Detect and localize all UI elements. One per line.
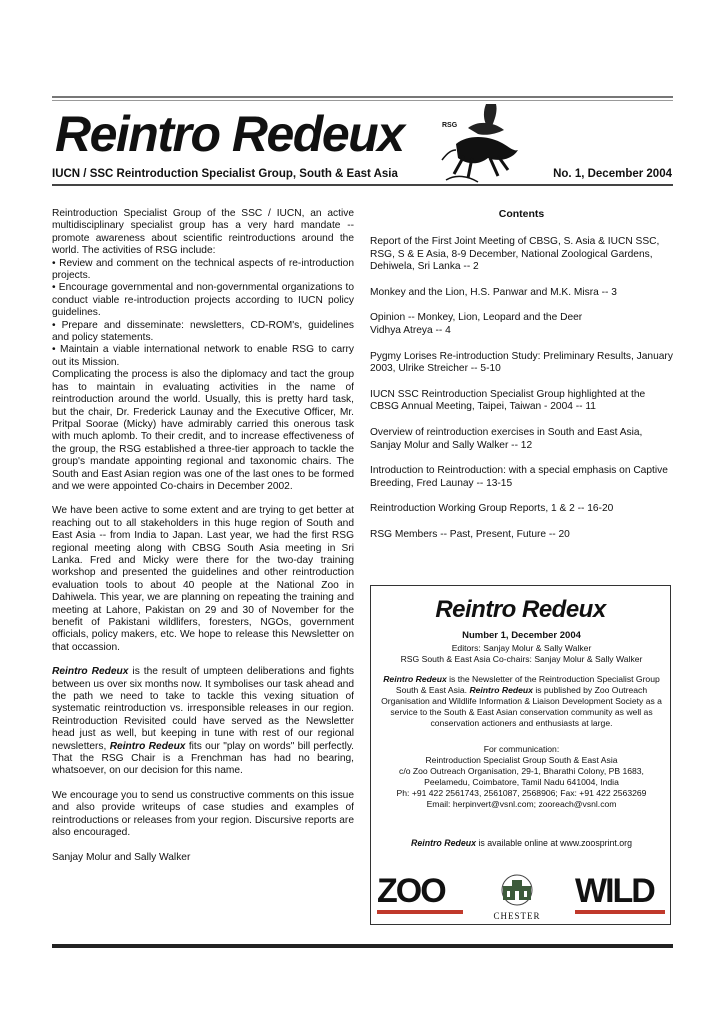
contents-list bbox=[370, 236, 673, 555]
editorial-column bbox=[52, 208, 354, 864]
bottom-rule bbox=[52, 944, 673, 948]
contents-item[interactable]: Overview of reintroduction exercises in South and East Asia, Sanjay Molur and Sally Walker -- 12 bbox=[370, 426, 643, 451]
online-link[interactable]: is available online at www.zoosprint.org bbox=[476, 838, 632, 848]
chester-zoo-logo: CHESTER bbox=[479, 874, 555, 916]
editorial-paragraph: We encourage you to send us constructive comments on this issue and also provide writeups of case studies and examples of reintroductions or releases from your region. Discursive reports are also encouraged. bbox=[52, 789, 354, 839]
activity-bullet: • Prepare and disseminate: newsletters, CD-ROM's, guidelines and policy statements. bbox=[52, 319, 354, 344]
masthead-subtitle: IUCN / SSC Reintroduction Specialist Group, South & East Asia bbox=[52, 168, 398, 180]
editorial-paragraph: Reintro Redeux is the result of umpteen deliberations and fights between us over six months now. It symbolises our task ahead and the path we need to take to tackle this vexing situation of systematic reintroduction vs. irresponsible releases in our region. Reintroduction Revisited could have served as the Newsletter head just as well, but keeping in tune with rest of our regional newsletters, Reintro Redeux fits our "play on words" bill perfectly. That the RSG Chair is a Frenchman has had no bearing, whatsoever, on our decision for this name. bbox=[52, 666, 354, 777]
top-rule bbox=[52, 96, 673, 98]
contents-heading: Contents bbox=[498, 208, 545, 220]
masthead-title: Reintro Redeux bbox=[55, 106, 404, 162]
editorial-paragraph: Reintroduction Specialist Group of the SSC / IUCN, an active multidisciplinary specialist group has a very hard mandate -- promote awareness about scientific reintroductions around the world. The activities of RSG include: bbox=[52, 208, 354, 257]
header-rule bbox=[52, 184, 673, 186]
contents-item[interactable]: Reintroduction Working Group Reports, 1 & 2 -- 16-20 bbox=[370, 503, 614, 515]
infobox-number: Number 1, December 2004 bbox=[462, 630, 581, 641]
chester-building-icon bbox=[479, 874, 555, 906]
infobox-description: Reintro Redeux is the Newsletter of the Reintroduction Specialist Group South & East Asia. Reintro Redeux is published by Zoo Outreach Organisation and Wildlife Information & Liaison Development Society as a service to the South & East Asian conservation community as well as conservation actioners and enthusiasts at large. bbox=[381, 674, 662, 728]
infobox-contact: For communication: Reintroduction Specialist Group South & East Asia c/o Zoo Outreach Organisation, 29-1, Bharathi Colony, PB 1683, Peelamedu, Coimbatore, Tamil Nadu 641004, India Ph: +91 422 2561743, 2561087, 2568906; Fax: +91 422 2563269 Email: herpinvert@vsnl.com; zooreach@vsnl.com bbox=[381, 744, 662, 810]
contents-item[interactable]: Report of the First Joint Meeting of CBSG, S. Asia & IUCN SSC, RSG, S & E Asia, 8-9 December, National Zoological Gardens, Dehiwela, Sri Lanka -- 2 bbox=[370, 236, 660, 273]
wild-logo: WILD bbox=[575, 874, 665, 916]
newsletter-name: Reintro Redeux bbox=[52, 666, 129, 678]
issue-number: No. 1, December 2004 bbox=[553, 168, 672, 180]
contents-item[interactable]: RSG Members -- Past, Present, Future -- 20 bbox=[370, 528, 570, 540]
zoo-outreach-logo: ZOO bbox=[377, 874, 463, 916]
editorial-paragraph: Complicating the process is also the diplomacy and tact the group has to maintain in evaluating activities in the name of reintroduction around the world. Usually, this is pretty hard task, but the chair, Dr. Frederick Launay and the Executive Officer, Mr. Pritpal Soorae (Micky) have admirably carried this onerous task with much aplomb. To their credit, and to increase effectiveness of the group, the RSG established a three-tier approach to tackle the group's mandate appointing regional and taxonomic chairs. The South and East Asian region was one of the last ones to be formed and we were appointed Co-chairs in December 2002. bbox=[52, 369, 354, 492]
editorial-signature: Sanjay Molur and Sally Walker bbox=[52, 851, 191, 863]
contents-item[interactable]: Introduction to Reintroduction: with a special emphasis on Captive Breeding, Fred Launay -- 13-15 bbox=[370, 465, 668, 489]
activity-bullet: • Encourage governmental and non-governmental organizations to conduct viable re-introduction projects according to IUCN policy guidelines. bbox=[52, 282, 354, 319]
contents-item[interactable]: Pygmy Lorises Re-introduction Study: Preliminary Results, January 2003, Ulrike Streicher -- 5-10 bbox=[370, 350, 673, 375]
infobox-editors: Editors: Sanjay Molur & Sally Walker RSG South & East Asia Co-chairs: Sanjay Molur & Sally Walker bbox=[400, 643, 643, 664]
rsg-tag: RSG bbox=[442, 122, 458, 129]
newsletter-name: Reintro Redeux bbox=[109, 740, 186, 752]
contact-email[interactable]: Email: herpinvert@vsnl.com; zooreach@vsnl.com bbox=[426, 799, 617, 809]
top-rule-thin bbox=[52, 100, 673, 101]
activity-bullet: • Review and comment on the technical aspects of re-introduction projects. bbox=[52, 257, 354, 282]
infobox-title: Reintro Redeux bbox=[435, 596, 606, 623]
contents-item[interactable]: Monkey and the Lion, H.S. Panwar and M.K. Misra -- 3 bbox=[370, 286, 617, 298]
contents-item[interactable]: IUCN SSC Reintroduction Specialist Group highlighted at the CBSG Annual Meeting, Taipei, Taiwan - 2004 -- 11 bbox=[370, 388, 646, 413]
activity-bullet: • Maintain a viable international network to enable RSG to carry out its Mission. bbox=[52, 344, 354, 368]
contents-item[interactable]: Opinion -- Monkey, Lion, Leopard and the Deer Vidhya Atreya -- 4 bbox=[370, 312, 583, 336]
infobox-online: Reintro Redeux is available online at www.zoosprint.org bbox=[411, 838, 632, 848]
editorial-paragraph: We have been active to some extent and are trying to get better at reaching out to all stakeholders in this huge region of South and East Asia -- from India to Japan. Last year, we had the first RSG regional meeting along with CBSG South Asia meeting in Sri Lanka. Fred and Micky were there for the two-day training workshop and presented the guidelines and other reintroduction evaluation tools to about 40 people at the National Zoo in Dahiwela. This year, we are planning on repeating the training and meeting at Lahore, Pakistan on 29 and 30 of November for the benefit of Pakistani wildlifers, foresters, NGOs, government officials, policy makers, etc. We hope to release this Newsletter on that occassion. bbox=[52, 505, 354, 653]
masthead-infobox bbox=[370, 585, 671, 925]
rsg-bird-logo bbox=[438, 100, 522, 188]
